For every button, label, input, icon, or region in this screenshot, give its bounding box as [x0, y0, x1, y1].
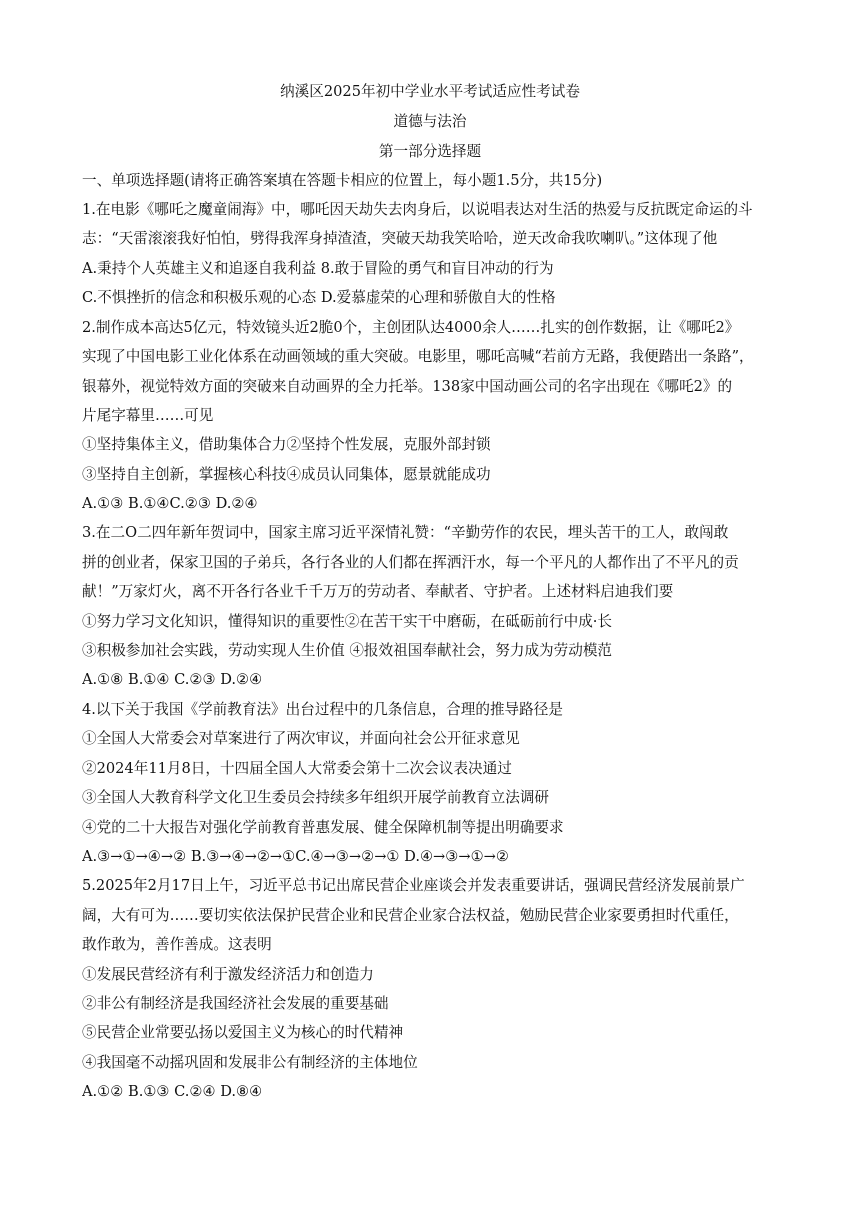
- q5-statement-line: ⑤民营企业常要弘扬以爱国主义为核心的时代精神: [82, 1024, 404, 1041]
- q1-option-line: A.秉持个人英雄主义和追逐自我利益 8.敢于冒险的勇气和盲目冲动的行为: [82, 260, 554, 277]
- q2-statement-line: ①坚持集体主义，借助集体合力②坚持个性发展，克服外部封锁: [82, 436, 491, 453]
- q4-statement-line: ④党的二十大报告对强化学前教育普惠发展、健全保障机制等提出明确要求: [82, 819, 564, 836]
- q4-statement-line: ③全国人大教育科学文化卫生委员会持续多年组织开展学前教育立法调研: [82, 789, 550, 806]
- q2-statement-line: ③坚持自主创新，掌握核心科技④成员认同集体，愿景就能成功: [82, 466, 491, 483]
- q5-statement-line: ④我国毫不动摇巩固和发展非公有制经济的主体地位: [82, 1054, 418, 1071]
- q3-stem-line: 3.在二O二四年新年贺词中，国家主席习近平深情礼赞：“辛勤劳作的农民，埋头苦干的工人，敢闯敢: [82, 524, 729, 541]
- q2-stem-line: 片尾字幕里……可见: [82, 407, 214, 424]
- q4-statement-line: ②2024年11月8日，十四届全国人大常委会第十二次会议表决通过: [82, 760, 512, 777]
- q3-statement-line: ③积极参加社会实践，劳动实现人生价值 ④报效祖国奉献社会，努力成为劳动模范: [82, 642, 613, 659]
- q4-options: A.③→①→④→② B.③→④→②→①C.④→③→②→① D.④→③→①→②: [82, 848, 509, 865]
- q1-option-line: C.不惧挫折的信念和积极乐观的心态 D.爱慕虚荣的心理和骄傲自大的性格: [82, 289, 556, 306]
- q5-options: A.①② B.①③ C.②④ D.⑧④: [82, 1083, 263, 1100]
- q5-statement-line: ①发展民营经济有利于激发经济活力和创造力: [82, 966, 374, 983]
- part-title: 第一部分选择题: [378, 143, 482, 160]
- q3-options: A.①⑧ B.①④ C.②③ D.②④: [82, 671, 263, 688]
- q3-statement-line: ①努力学习文化知识，懂得知识的重要性②在苦干实干中磨砺，在砥砺前行中成·长: [82, 613, 613, 630]
- q5-stem-line: 阔，大有可为……要切实依法保护民营企业和民营企业家合法权益，勉励民营企业家要勇担时代重任，: [82, 907, 739, 924]
- q1-stem-line: 1.在电影《哪吒之魔童闹海》中，哪吒因天劫失去肉身后，以说唱表达对生活的热爱与反抗既定命运的斗: [82, 201, 753, 218]
- q2-options: A.①③ B.①④C.②③ D.②④: [82, 495, 258, 512]
- subject-title: 道德与法治: [393, 113, 467, 130]
- q1-stem-line: 志：“天雷滚滚我好怕怕，劈得我浑身掉渣渣，突破天劫我笑哈哈，逆天改命我吹喇叭。”这体现了他: [82, 230, 718, 247]
- q5-stem-line: 敢作敢为，善作善成。这表明: [82, 936, 272, 953]
- exam-title: 纳溪区2025年初中学业水平考试适应性考试卷: [280, 83, 580, 100]
- q5-stem-line: 5.2025年2月17日上午，习近平总书记出席民营企业座谈会并发表重要讲话，强调民营经济发展前景广: [82, 877, 745, 894]
- q4-stem-line: 4.以下关于我国《学前教育法》出台过程中的几条信息，合理的推导路径是: [82, 701, 563, 718]
- q4-statement-line: ①全国人大常委会对草案进行了两次审议，并面向社会公开征求意见: [82, 730, 520, 747]
- q3-stem-line: 献！”万家灯火，离不开各行各业千千万万的劳动者、奉献者、守护者。上述材料启迪我们要: [82, 583, 674, 600]
- q2-stem-line: 实现了中国电影工业化体系在动画领域的重大突破。电影里，哪吒高喊“若前方无路，我便踏出一条路”，: [82, 348, 754, 365]
- q3-stem-line: 拼的创业者，保家卫国的子弟兵，各行各业的人们都在挥洒汗水，每一个平凡的人都作出了不平凡的贡: [82, 554, 739, 571]
- q5-statement-line: ②非公有制经济是我国经济社会发展的重要基础: [82, 995, 389, 1012]
- q2-stem-line: 银幕外，视觉特效方面的突破来自动画界的全力托举。138家中国动画公司的名字出现在《哪吒2》的: [82, 378, 733, 395]
- q2-stem-line: 2.制作成本高达5亿元，特效镜头近2脆0个，主创团队达4000余人……扎实的创作数据，让《哪吒2》: [82, 319, 740, 336]
- section-heading: 一、单项选择题(请将正确答案填在答题卡相应的位置上，每小题1.5分，共15分): [82, 172, 603, 189]
